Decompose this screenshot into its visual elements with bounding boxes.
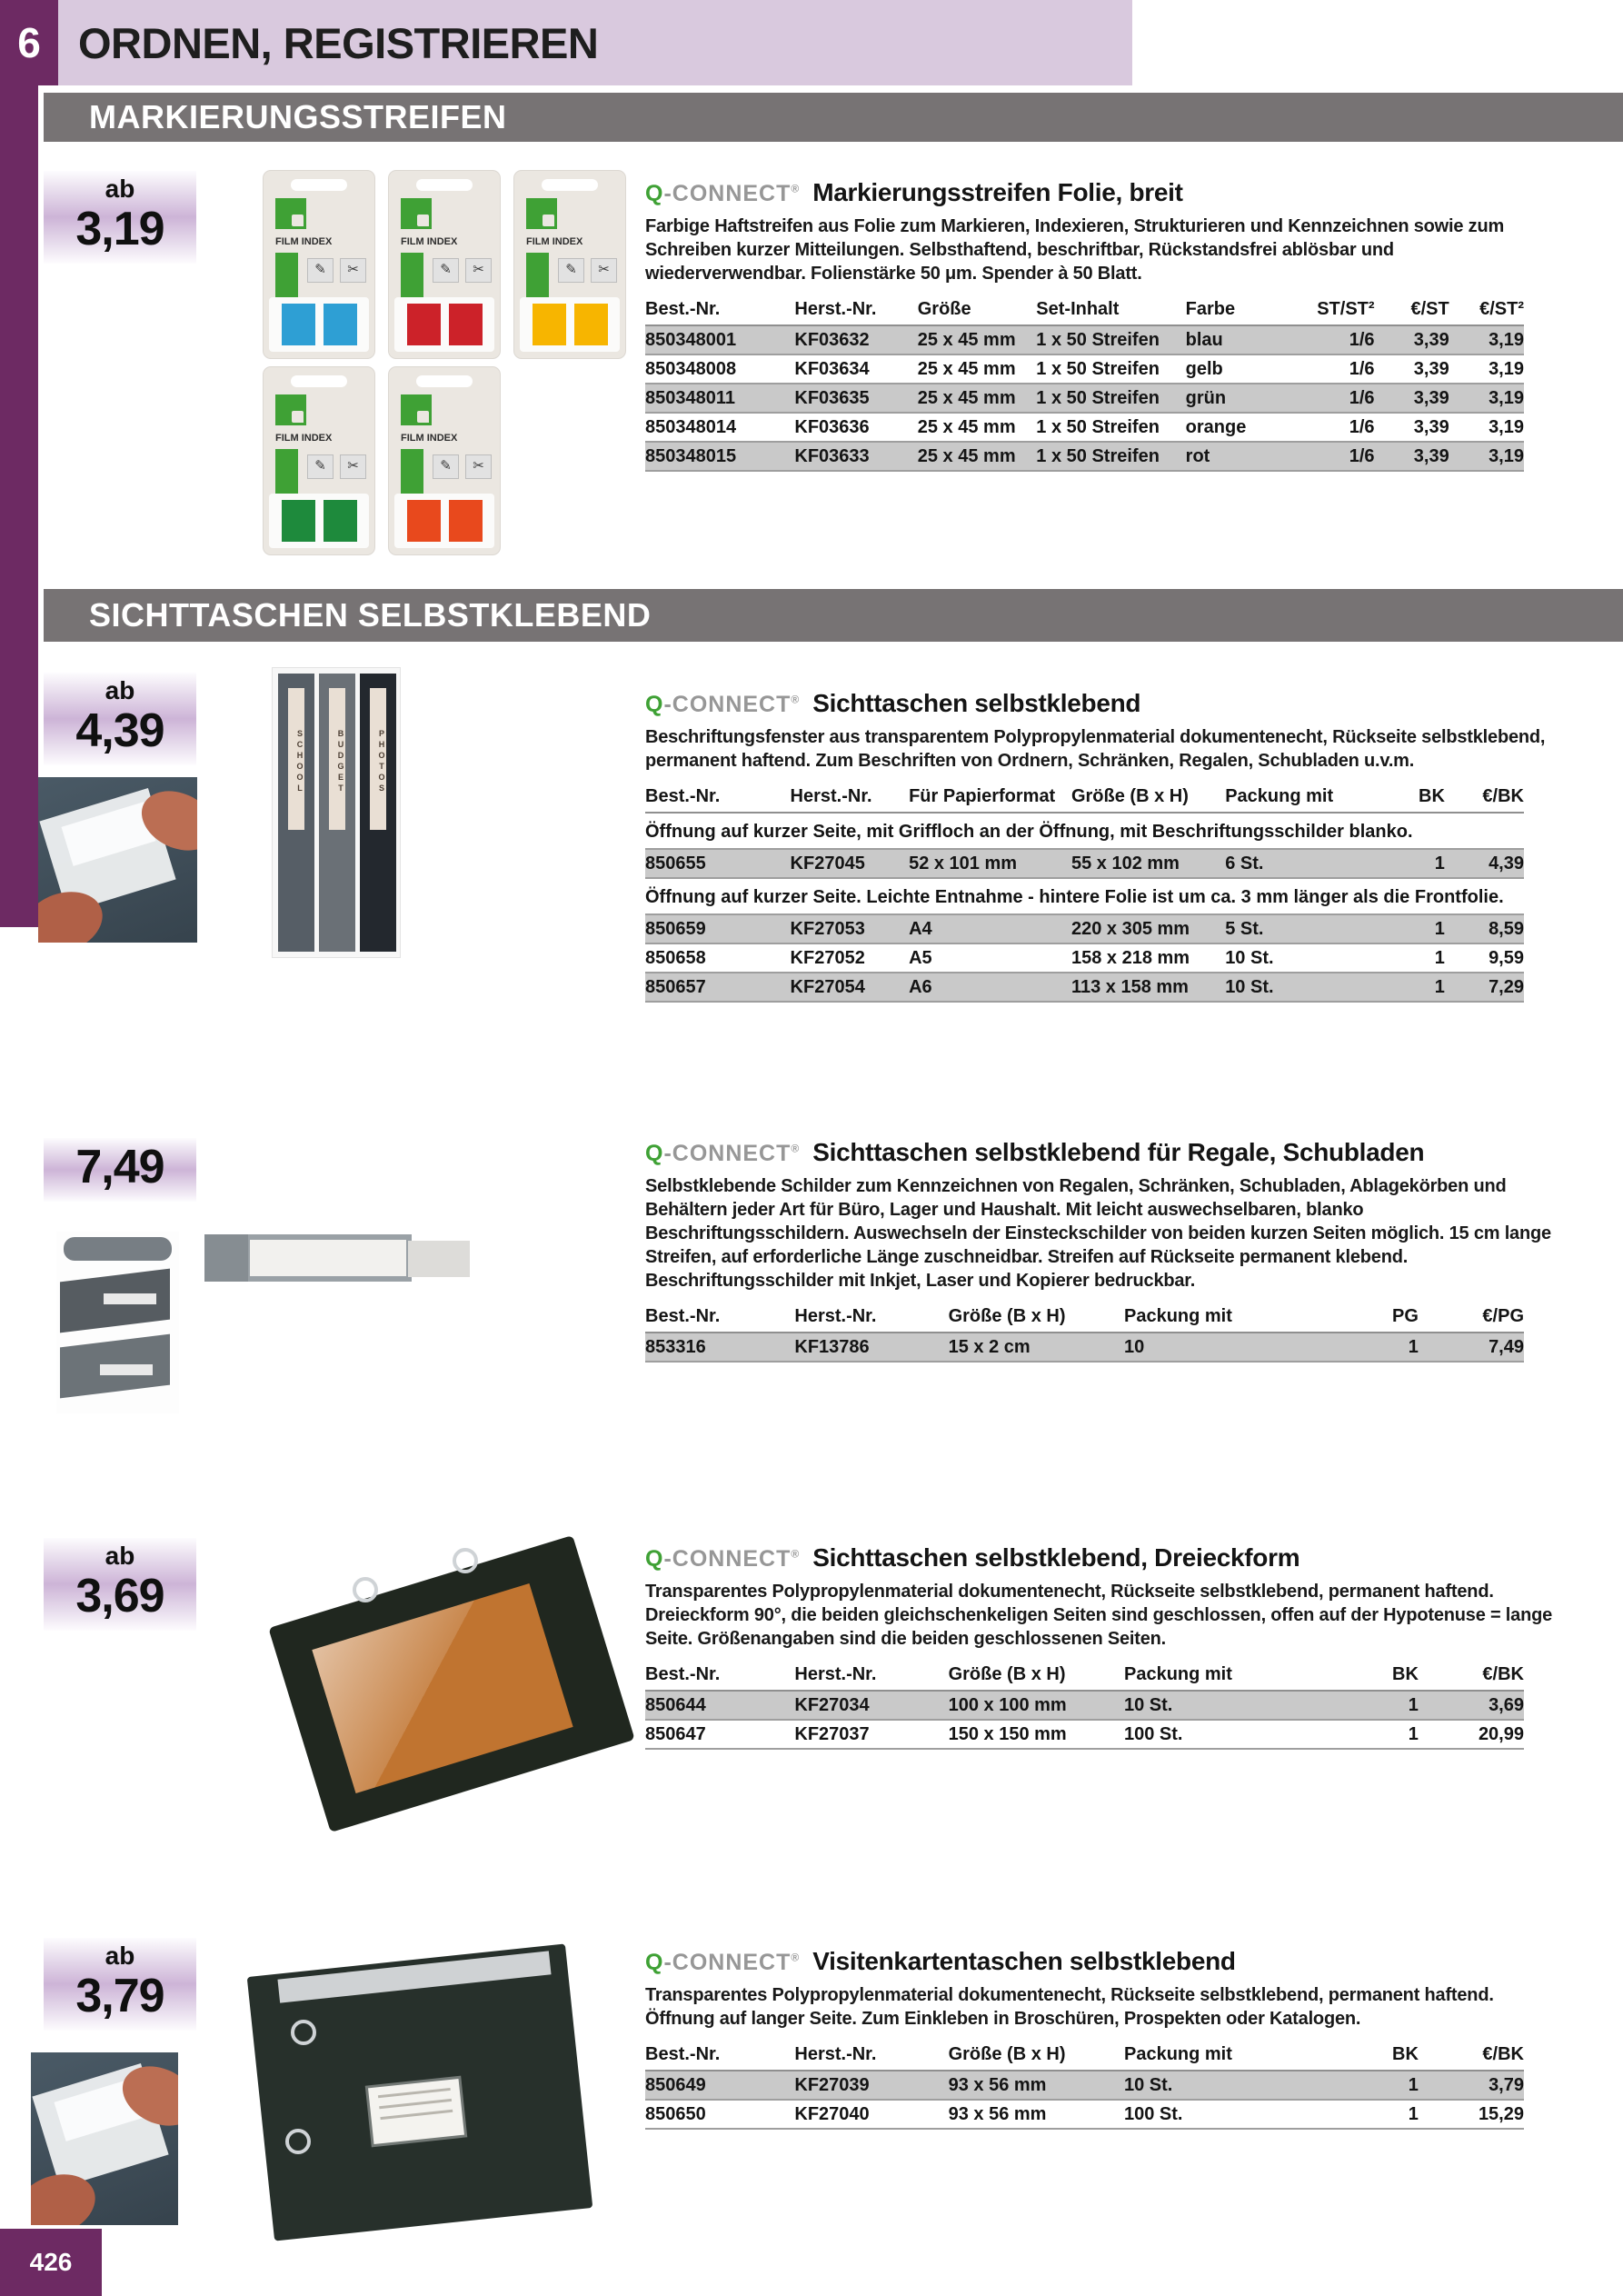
strip-window (250, 1240, 406, 1276)
product-description: Farbige Haftstreifen aus Folie zum Markieren, Indexieren, Strukturieren und Kennzeichnen sowie zum Schreiben kurzer Mitteilungen. Selbsthaftend, beschriftbar, Rückstandsfrei ablösbar und wiederverwendbar. Folienstärke 50 μm. Spender à 50 Blatt. (645, 216, 1505, 284)
q-logo-icon (526, 198, 557, 229)
q-logo-icon (275, 198, 306, 229)
pencil-icon: ✎ (433, 454, 459, 479)
pencil-icon: ✎ (307, 258, 334, 283)
product-block (645, 1138, 1590, 1363)
binder-ring (453, 1548, 478, 1573)
film-index-label: FILM INDEX (275, 433, 333, 444)
q-connect-logo: Q-CONNECT® (645, 1546, 801, 1572)
tab-dispenser (269, 494, 369, 548)
spine-label: BUDGET (329, 688, 345, 830)
table-row: 850658 KF27052 A5 158 x 218 mm 10 St. 1 9,59 (645, 947, 1524, 968)
product-description: Transparentes Polypropylenmaterial dokumentenecht, Rückseite selbstklebend, permanent haftend. Dreieckform 90°, die beiden gleichschenkeligen Seiten sind geschlossen, offen auf der Hypotenuse = lange Seite. Größenangaben sind die beiden geschlossenen Seiten. (645, 1582, 1553, 1649)
index-tab (407, 500, 441, 542)
left-accent-strip (0, 85, 38, 927)
hang-slot (542, 179, 598, 191)
price-value: 3,19 (75, 203, 164, 255)
index-tab (324, 500, 357, 542)
film-index-pack (514, 171, 625, 358)
price-badge (44, 673, 196, 765)
table-row: 850650 KF27040 93 x 56 mm 100 St. 1 15,29 (645, 2100, 1524, 2129)
strip-insert (408, 1241, 470, 1277)
rack-rod (64, 1237, 172, 1261)
product-description: Transparentes Polypropylenmaterial dokumentenecht, Rückseite selbstklebend, permanent haftend. Öffnung auf langer Seite. Zum Einkleben in Broschüren, Prospekten oder Katalogen. (645, 1985, 1494, 2029)
product-photo-label-strip (204, 1234, 473, 1289)
price-badge (44, 1138, 196, 1202)
price-prefix: ab (105, 676, 135, 704)
price-value: 3,69 (75, 1570, 164, 1622)
q-connect-logo: Q-CONNECT® (645, 1141, 801, 1166)
price-badge (44, 171, 196, 264)
index-tab (574, 304, 608, 345)
price-prefix: ab (105, 1942, 135, 1970)
table-header-row: Best.-Nr. Herst.-Nr. Für Papierformat Größe (B x H) Packung mit BK €/BK (645, 785, 1524, 813)
page-number-badge: 426 (0, 2229, 102, 2296)
product-title: Sichttaschen selbstklebend, Dreieckform (812, 1543, 1300, 1572)
label-chip (100, 1364, 153, 1375)
film-index-label: FILM INDEX (526, 236, 583, 247)
product-block (645, 689, 1590, 1003)
film-index-pack (389, 171, 500, 358)
product-table (645, 298, 1524, 472)
pencil-icon: ✎ (307, 454, 334, 479)
tab-dispenser (394, 297, 494, 352)
price-badge (44, 1938, 196, 2031)
section-title: MARKIERUNGSSTREIFEN (89, 98, 507, 135)
strip-cap (204, 1234, 248, 1282)
product-block (645, 1947, 1590, 2130)
spine-label: PHOTOS (370, 688, 386, 830)
table-header-row: Best.-Nr. Herst.-Nr. Größe Set-Inhalt Farbe ST/ST² €/ST €/ST² (645, 298, 1524, 325)
product-description: Selbstklebende Schilder zum Kennzeichnen von Regalen, Schränken, Schubladen, Ablagekörben und Behältern jeder Art für Büro, Lager und Haushalt. Mit leicht auswechselbaren, blanko Beschriftungsschildern. Auswechseln der Einsteckschilder von beiden kurzen Seiten möglich. 15 cm lange Streifen, auf erforderliche Länge zuschneidbar. Streifen auf Rückseite permanent klebend. Beschriftungsschilder mit Inkjet, Laser und Kopierer bedruckbar. (645, 1176, 1551, 1291)
table-header-row: Best.-Nr. Herst.-Nr. Größe (B x H) Packung mit PG €/PG (645, 1305, 1524, 1333)
table-row: 850348008 KF03634 25 x 45 mm 1 x 50 Streifen gelb 1/6 3,39 3,19 (645, 358, 1524, 379)
index-tab (449, 500, 483, 542)
product-description: Beschriftungsfenster aus transparentem Polypropylenmaterial dokumentenecht, Rückseite selbstklebend, permanent haftend. Zum Beschriften von Ordnern, Schränken, Regalen, Schubladen u.v.m. (645, 727, 1546, 771)
index-tab (533, 304, 566, 345)
table-row: 853316 KF13786 15 x 2 cm 10 1 7,49 (645, 1333, 1524, 1362)
business-card (368, 2079, 464, 2144)
scissors-icon: ✂ (465, 454, 492, 479)
product-block (645, 1543, 1590, 1750)
hang-slot (416, 179, 473, 191)
product-title: Visitenkartentaschen selbstklebend (812, 1947, 1236, 1975)
green-bar (275, 449, 298, 496)
q-logo-icon (401, 198, 432, 229)
q-connect-logo: Q-CONNECT® (645, 1950, 801, 1975)
q-connect-logo: Q-CONNECT® (645, 692, 801, 717)
label-chip (104, 1293, 156, 1304)
product-photo-folder-spines (273, 668, 400, 957)
tab-dispenser (520, 297, 620, 352)
product-photo-tray-rack (56, 1232, 179, 1413)
product-table (645, 1305, 1524, 1363)
product-photo-peeling-pocket (31, 2052, 178, 2225)
film-index-pack (264, 367, 374, 554)
green-bar (526, 253, 549, 300)
binder-ring (285, 2129, 311, 2154)
binder-ring (291, 2020, 316, 2045)
price-value: 7,49 (75, 1141, 164, 1193)
film-index-packs-photo (264, 171, 625, 554)
chapter-title: ORDNEN, REGISTRIEREN (78, 18, 599, 67)
tab-dispenser (394, 494, 494, 548)
folder-spine (278, 674, 314, 952)
scissors-icon: ✂ (465, 258, 492, 283)
product-photo-binder-triangle-pocket (265, 1550, 642, 1822)
table-row: 850348011 KF03635 25 x 45 mm 1 x 50 Streifen grün 1/6 3,39 3,19 (645, 384, 1524, 413)
green-bar (401, 253, 423, 300)
table-row: 850657 KF27054 A6 113 x 158 mm 10 St. 1 7,29 (645, 973, 1524, 1002)
table-header-row: Best.-Nr. Herst.-Nr. Größe (B x H) Packung mit BK €/BK (645, 2043, 1524, 2071)
product-table (645, 2043, 1524, 2130)
film-index-label: FILM INDEX (401, 236, 458, 247)
binder-ring (353, 1577, 378, 1602)
scissors-icon: ✂ (340, 258, 366, 283)
table-row: 850655 KF27045 52 x 101 mm 55 x 102 mm 6 St. 1 4,39 (645, 849, 1524, 878)
film-index-label: FILM INDEX (401, 433, 458, 444)
folder-spine (360, 674, 396, 952)
price-value: 4,39 (75, 704, 164, 757)
product-title: Sichttaschen selbstklebend für Regale, Schubladen (812, 1138, 1425, 1166)
chapter-number-tab: 6 (0, 0, 58, 85)
hang-slot (291, 179, 347, 191)
pencil-icon: ✎ (433, 258, 459, 283)
spine-label: SCHOOL (288, 688, 304, 830)
table-row: 850348015 KF03633 25 x 45 mm 1 x 50 Streifen rot 1/6 3,39 3,19 (645, 442, 1524, 471)
table-row: 850644 KF27034 100 x 100 mm 10 St. 1 3,69 (645, 1691, 1524, 1720)
index-tab (282, 500, 315, 542)
hang-slot (416, 375, 473, 387)
index-tab (449, 304, 483, 345)
table-row: Öffnung auf kurzer Seite, mit Griffloch an der Öffnung, mit Beschriftungsschilder blanko. (645, 821, 1413, 842)
section-bar-sichttaschen (44, 589, 1623, 642)
folder-spine (319, 674, 355, 952)
table-row: 850659 KF27053 A4 220 x 305 mm 5 St. 1 8,59 (645, 914, 1524, 943)
hang-slot (291, 375, 347, 387)
q-logo-icon (401, 394, 432, 425)
table-header-row: Best.-Nr. Herst.-Nr. Größe (B x H) Packung mit BK €/BK (645, 1663, 1524, 1691)
section-title: SICHTTASCHEN SELBSTKLEBEND (89, 596, 652, 634)
q-logo-icon (275, 394, 306, 425)
section-bar-markierungsstreifen (44, 93, 1623, 142)
film-index-pack (264, 171, 374, 358)
table-row: Öffnung auf kurzer Seite. Leichte Entnahme - hintere Folie ist um ca. 3 mm länger als die Frontfolie. (645, 886, 1504, 907)
index-tab (282, 304, 315, 345)
product-block (645, 178, 1590, 472)
pencil-icon: ✎ (558, 258, 584, 283)
q-connect-logo: Q-CONNECT® (645, 181, 801, 206)
product-photo-binder-card-pocket (254, 1947, 592, 2240)
product-table (645, 1663, 1524, 1750)
film-index-pack (389, 367, 500, 554)
price-prefix: ab (105, 1542, 135, 1570)
price-value: 3,79 (75, 1970, 164, 2022)
index-tab (324, 304, 357, 345)
tab-dispenser (269, 297, 369, 352)
scissors-icon: ✂ (591, 258, 617, 283)
product-photo-peeling-pocket (38, 777, 197, 943)
price-prefix: ab (105, 175, 135, 203)
film-index-label: FILM INDEX (275, 236, 333, 247)
index-tab (407, 304, 441, 345)
table-row: 850647 KF27037 150 x 150 mm 100 St. 1 20,99 (645, 1720, 1524, 1749)
green-bar (401, 449, 423, 496)
scissors-icon: ✂ (340, 454, 366, 479)
price-badge (44, 1538, 196, 1631)
table-row: 850348014 KF03636 25 x 45 mm 1 x 50 Streifen orange 1/6 3,39 3,19 (645, 416, 1524, 437)
green-bar (275, 253, 298, 300)
product-title: Sichttaschen selbstklebend (812, 689, 1141, 717)
table-row: 850348001 KF03632 25 x 45 mm 1 x 50 Streifen blau 1/6 3,39 3,19 (645, 325, 1524, 354)
table-row: 850649 KF27039 93 x 56 mm 10 St. 1 3,79 (645, 2071, 1524, 2100)
product-table (645, 785, 1524, 1003)
product-title: Markierungsstreifen Folie, breit (812, 178, 1183, 206)
